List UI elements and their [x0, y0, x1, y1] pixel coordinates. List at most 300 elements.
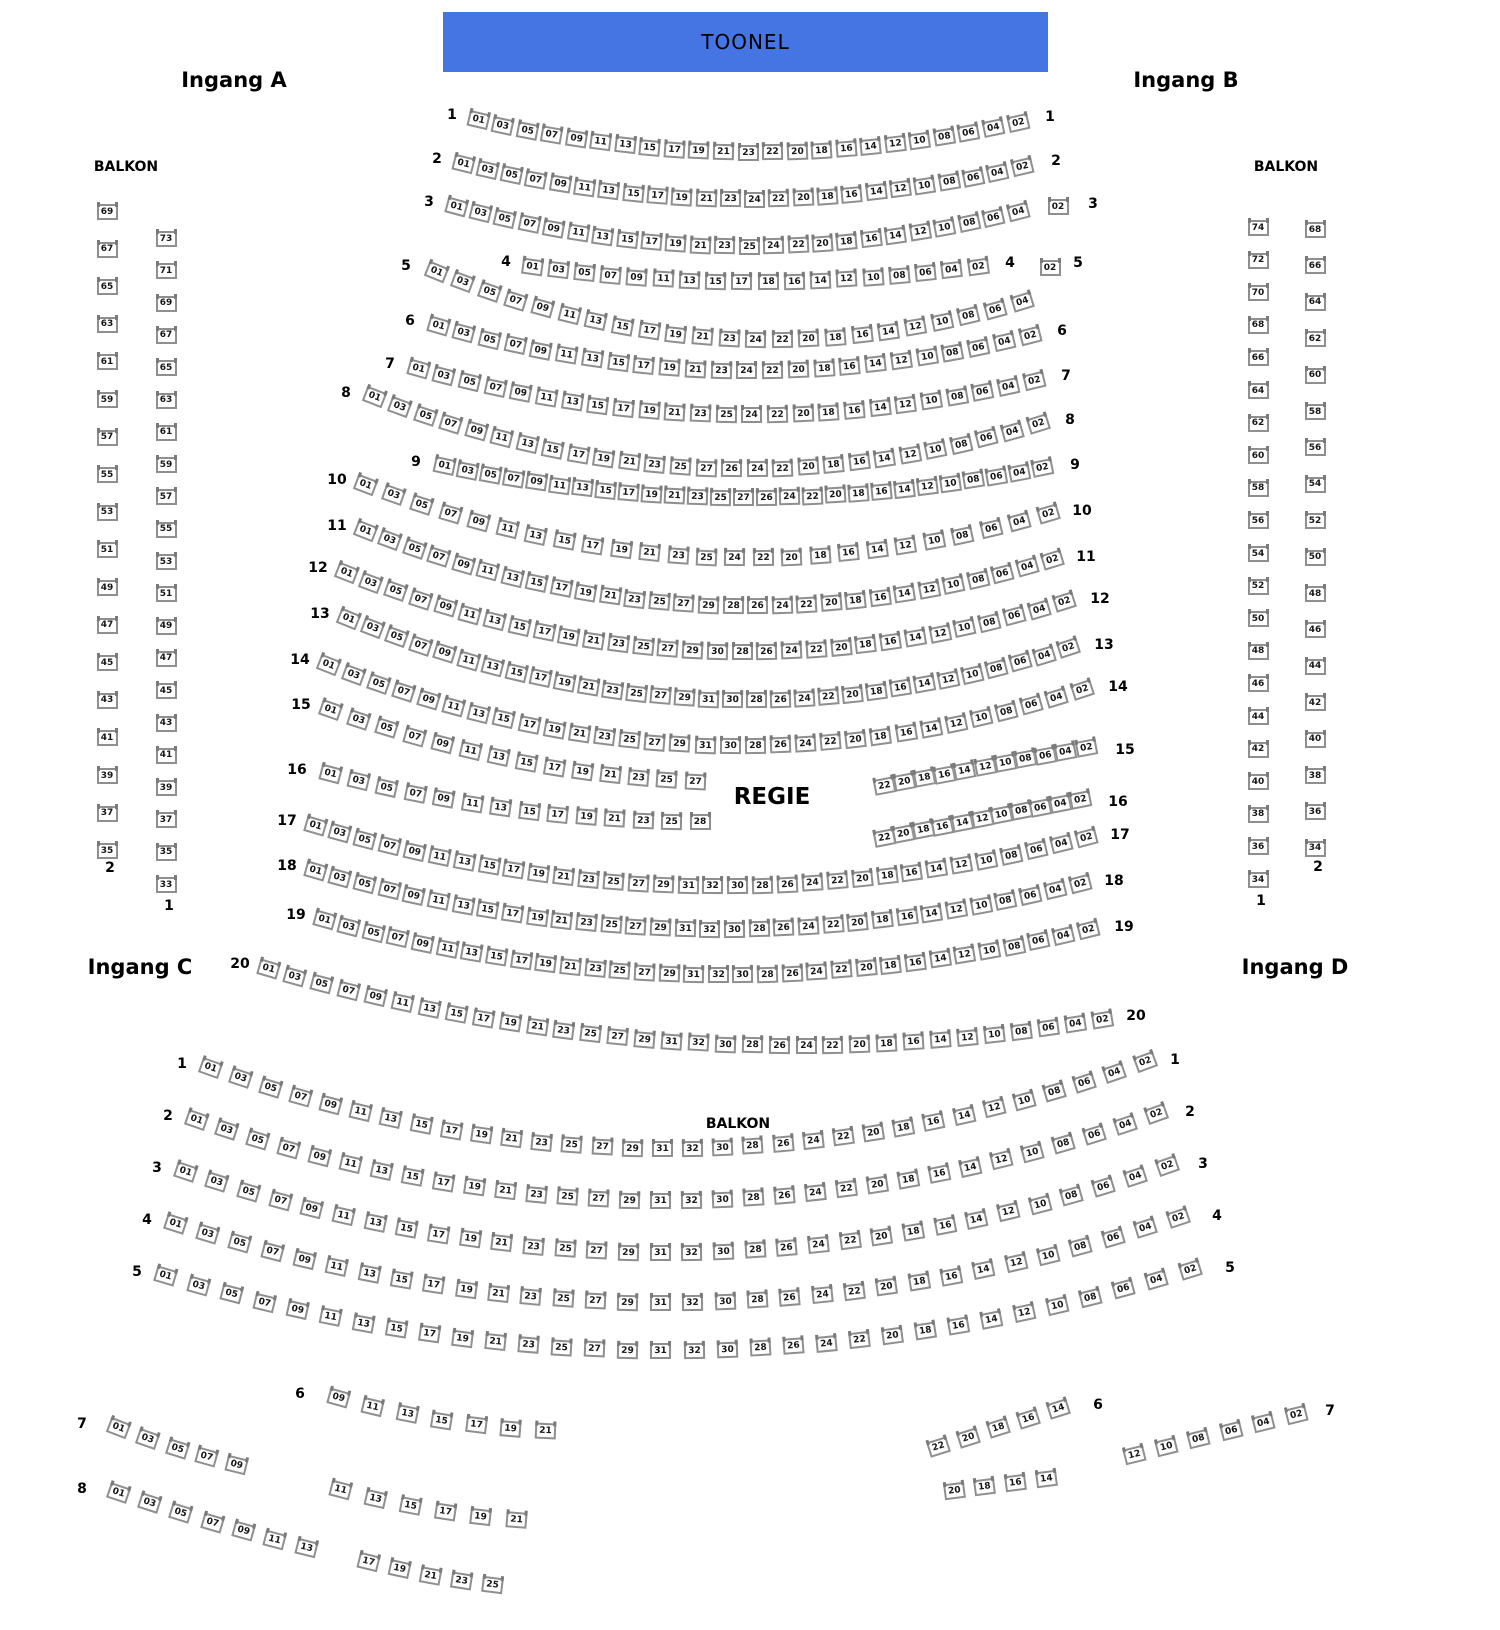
seat-20[interactable]: 20 [797, 458, 819, 475]
seat-28[interactable]: 28 [745, 692, 766, 708]
seat-24[interactable]: 24 [771, 598, 793, 615]
seat-16[interactable]: 16 [894, 723, 917, 742]
seat-16[interactable]: 16 [1004, 1474, 1027, 1493]
seat-73[interactable]: 73 [156, 231, 177, 247]
seat-26[interactable]: 26 [782, 1338, 804, 1356]
seat-31[interactable]: 31 [674, 921, 695, 938]
seat-46[interactable]: 46 [1305, 622, 1326, 638]
seat-16[interactable]: 16 [903, 1033, 925, 1050]
seat-04[interactable]: 04 [1049, 834, 1073, 855]
seat-20[interactable]: 20 [892, 772, 916, 792]
seat-09[interactable]: 09 [549, 174, 572, 193]
seat-18[interactable]: 18 [902, 1222, 925, 1241]
seat-04[interactable]: 04 [1145, 1269, 1170, 1290]
seat-21[interactable]: 21 [550, 912, 573, 930]
seat-63[interactable]: 63 [156, 393, 177, 409]
seat-03[interactable]: 03 [431, 366, 455, 387]
seat-30[interactable]: 30 [732, 967, 753, 983]
seat-03[interactable]: 03 [346, 709, 371, 731]
seat-12[interactable]: 12 [953, 946, 976, 965]
seat-08[interactable]: 08 [1009, 802, 1033, 822]
seat-19[interactable]: 19 [664, 325, 687, 343]
seat-13[interactable]: 13 [452, 852, 476, 872]
seat-13[interactable]: 13 [597, 182, 620, 200]
seat-08[interactable]: 08 [941, 343, 965, 363]
seat-15[interactable]: 15 [594, 482, 616, 500]
seat-11[interactable]: 11 [555, 346, 578, 365]
seat-05[interactable]: 05 [573, 264, 596, 282]
seat-09[interactable]: 09 [231, 1521, 256, 1542]
seat-02[interactable]: 02 [1068, 790, 1092, 810]
seat-31[interactable]: 31 [650, 1193, 671, 1209]
seat-02[interactable]: 02 [1132, 1051, 1157, 1073]
seat-23[interactable]: 23 [593, 728, 616, 747]
seat-03[interactable]: 03 [186, 1275, 211, 1296]
seat-23[interactable]: 23 [714, 238, 735, 254]
seat-12[interactable]: 12 [982, 1098, 1006, 1119]
seat-04[interactable]: 04 [1251, 1413, 1275, 1434]
seat-16[interactable]: 16 [947, 1316, 970, 1335]
seat-50[interactable]: 50 [1248, 611, 1269, 627]
seat-66[interactable]: 66 [1248, 350, 1269, 366]
seat-05[interactable]: 05 [219, 1284, 243, 1305]
seat-39[interactable]: 39 [156, 780, 177, 796]
seat-28[interactable]: 28 [742, 1138, 764, 1155]
seat-27[interactable]: 27 [607, 1028, 629, 1046]
seat-09[interactable]: 09 [565, 130, 588, 149]
seat-14[interactable]: 14 [859, 138, 881, 156]
seat-04[interactable]: 04 [1015, 557, 1040, 578]
seat-45[interactable]: 45 [156, 683, 177, 699]
seat-17[interactable]: 17 [356, 1552, 380, 1573]
seat-19[interactable]: 19 [527, 865, 550, 884]
seat-17[interactable]: 17 [638, 322, 661, 341]
seat-60[interactable]: 60 [1248, 448, 1269, 464]
seat-31[interactable]: 31 [694, 737, 716, 754]
seat-22[interactable]: 22 [768, 191, 789, 208]
seat-20[interactable]: 20 [786, 143, 808, 160]
seat-10[interactable]: 10 [1036, 1245, 1060, 1266]
seat-25[interactable]: 25 [602, 873, 624, 891]
seat-29[interactable]: 29 [669, 736, 691, 753]
seat-30[interactable]: 30 [715, 1036, 737, 1053]
seat-24[interactable]: 24 [724, 550, 745, 566]
seat-04[interactable]: 04 [1027, 599, 1052, 620]
seat-25[interactable]: 25 [554, 1241, 576, 1258]
seat-25[interactable]: 25 [648, 593, 670, 611]
seat-19[interactable]: 19 [459, 1230, 482, 1249]
seat-19[interactable]: 19 [499, 1014, 522, 1033]
seat-18[interactable]: 18 [879, 957, 902, 975]
seat-09[interactable]: 09 [509, 383, 533, 403]
seat-27[interactable]: 27 [625, 918, 647, 935]
seat-08[interactable]: 08 [1010, 1023, 1033, 1041]
seat-30[interactable]: 30 [716, 1342, 738, 1359]
seat-05[interactable]: 05 [493, 209, 517, 229]
seat-07[interactable]: 07 [504, 290, 529, 311]
seat-38[interactable]: 38 [1248, 807, 1269, 823]
seat-05[interactable]: 05 [236, 1181, 261, 1202]
seat-12[interactable]: 12 [836, 271, 858, 288]
seat-03[interactable]: 03 [336, 916, 360, 937]
seat-45[interactable]: 45 [97, 655, 118, 671]
seat-09[interactable]: 09 [433, 597, 458, 618]
seat-49[interactable]: 49 [97, 580, 118, 596]
seat-29[interactable]: 29 [698, 597, 720, 614]
seat-19[interactable]: 19 [469, 1507, 492, 1525]
seat-12[interactable]: 12 [916, 478, 939, 496]
seat-26[interactable]: 26 [781, 965, 803, 982]
seat-09[interactable]: 09 [451, 554, 476, 575]
seat-32[interactable]: 32 [699, 922, 720, 938]
seat-10[interactable]: 10 [1154, 1437, 1178, 1458]
seat-26[interactable]: 26 [721, 461, 742, 477]
seat-02[interactable]: 02 [1018, 326, 1042, 347]
seat-09[interactable]: 09 [542, 219, 566, 238]
seat-15[interactable]: 15 [409, 1116, 433, 1136]
seat-15[interactable]: 15 [705, 273, 726, 290]
seat-20[interactable]: 20 [870, 1228, 893, 1247]
seat-02[interactable]: 02 [1010, 157, 1034, 177]
seat-22[interactable]: 22 [830, 962, 852, 980]
seat-10[interactable]: 10 [960, 664, 984, 684]
seat-21[interactable]: 21 [494, 1182, 517, 1200]
seat-14[interactable]: 14 [810, 272, 832, 289]
seat-05[interactable]: 05 [409, 494, 434, 516]
seat-21[interactable]: 21 [684, 361, 706, 378]
seat-11[interactable]: 11 [427, 891, 451, 911]
seat-19[interactable]: 19 [542, 720, 565, 739]
seat-17[interactable]: 17 [510, 951, 533, 970]
seat-01[interactable]: 01 [406, 358, 431, 379]
seat-31[interactable]: 31 [683, 967, 704, 983]
seat-12[interactable]: 12 [936, 670, 960, 690]
seat-23[interactable]: 23 [577, 871, 599, 889]
seat-21[interactable]: 21 [487, 1285, 510, 1303]
seat-10[interactable]: 10 [969, 708, 993, 728]
seat-18[interactable]: 18 [809, 547, 831, 564]
seat-30[interactable]: 30 [727, 878, 748, 894]
seat-17[interactable]: 17 [546, 806, 568, 824]
seat-03[interactable]: 03 [387, 396, 412, 418]
seat-03[interactable]: 03 [452, 323, 476, 344]
seat-14[interactable]: 14 [884, 227, 907, 246]
seat-29[interactable]: 29 [634, 1031, 656, 1049]
seat-11[interactable]: 11 [262, 1530, 286, 1551]
seat-23[interactable]: 23 [575, 914, 597, 932]
seat-24[interactable]: 24 [778, 489, 799, 506]
seat-01[interactable]: 01 [303, 815, 328, 836]
seat-05[interactable]: 05 [413, 405, 438, 427]
seat-03[interactable]: 03 [381, 484, 406, 506]
seat-05[interactable]: 05 [375, 778, 399, 798]
seat-44[interactable]: 44 [1305, 659, 1326, 675]
seat-14[interactable]: 14 [1046, 1398, 1071, 1420]
seat-08[interactable]: 08 [951, 526, 975, 546]
seat-10[interactable]: 10 [990, 805, 1014, 825]
seat-24[interactable]: 24 [806, 964, 828, 981]
seat-11[interactable]: 11 [589, 133, 612, 152]
seat-15[interactable]: 15 [616, 231, 639, 249]
seat-72[interactable]: 72 [1248, 253, 1269, 269]
seat-43[interactable]: 43 [156, 716, 177, 732]
seat-22[interactable]: 22 [848, 1331, 871, 1349]
seat-12[interactable]: 12 [1004, 1253, 1028, 1273]
seat-11[interactable]: 11 [441, 696, 465, 717]
seat-10[interactable]: 10 [942, 575, 966, 595]
seat-25[interactable]: 25 [632, 638, 655, 656]
seat-11[interactable]: 11 [567, 224, 590, 243]
seat-03[interactable]: 03 [359, 617, 384, 639]
seat-12[interactable]: 12 [889, 180, 912, 199]
seat-41[interactable]: 41 [97, 730, 118, 746]
seat-07[interactable]: 07 [391, 681, 416, 703]
seat-40[interactable]: 40 [1248, 774, 1269, 790]
seat-15[interactable]: 15 [477, 857, 500, 876]
seat-18[interactable]: 18 [855, 636, 878, 654]
seat-29[interactable]: 29 [619, 1192, 640, 1209]
seat-21[interactable]: 21 [526, 1018, 549, 1037]
seat-01[interactable]: 01 [312, 909, 336, 930]
seat-11[interactable]: 11 [458, 741, 482, 761]
seat-21[interactable]: 21 [663, 488, 685, 505]
seat-07[interactable]: 07 [200, 1512, 225, 1533]
seat-15[interactable]: 15 [622, 185, 644, 203]
seat-23[interactable]: 23 [552, 1022, 575, 1041]
seat-29[interactable]: 29 [673, 690, 695, 707]
seat-21[interactable]: 21 [582, 631, 605, 650]
seat-14[interactable]: 14 [912, 675, 936, 694]
seat-17[interactable]: 17 [633, 357, 655, 375]
seat-10[interactable]: 10 [862, 269, 884, 286]
seat-28[interactable]: 28 [749, 1340, 771, 1357]
seat-28[interactable]: 28 [744, 1242, 766, 1259]
seat-01[interactable]: 01 [318, 764, 342, 785]
seat-10[interactable]: 10 [1028, 1194, 1052, 1215]
seat-04[interactable]: 04 [986, 162, 1010, 182]
seat-06[interactable]: 06 [982, 208, 1006, 228]
seat-25[interactable]: 25 [696, 549, 718, 566]
seat-11[interactable]: 11 [360, 1397, 384, 1417]
seat-27[interactable]: 27 [584, 1341, 606, 1358]
seat-13[interactable]: 13 [460, 943, 483, 962]
seat-09[interactable]: 09 [464, 421, 489, 442]
seat-08[interactable]: 08 [1051, 1133, 1076, 1154]
seat-21[interactable]: 21 [484, 1333, 507, 1351]
seat-16[interactable]: 16 [927, 1164, 951, 1184]
seat-07[interactable]: 07 [268, 1190, 292, 1211]
seat-26[interactable]: 26 [777, 876, 799, 893]
seat-01[interactable]: 01 [466, 110, 490, 130]
seat-10[interactable]: 10 [930, 312, 954, 332]
seat-15[interactable]: 15 [639, 139, 661, 157]
seat-15[interactable]: 15 [525, 573, 549, 593]
seat-26[interactable]: 26 [772, 1135, 794, 1153]
seat-32[interactable]: 32 [681, 1193, 702, 1209]
seat-07[interactable]: 07 [408, 589, 433, 611]
seat-26[interactable]: 26 [770, 737, 792, 754]
seat-15[interactable]: 15 [476, 901, 499, 920]
seat-11[interactable]: 11 [652, 271, 674, 288]
seat-04[interactable]: 04 [1007, 512, 1031, 533]
seat-10[interactable]: 10 [953, 618, 977, 638]
seat-02[interactable]: 02 [1143, 1103, 1168, 1125]
seat-31[interactable]: 31 [652, 1141, 673, 1157]
seat-17[interactable]: 17 [517, 715, 541, 735]
seat-18[interactable]: 18 [876, 867, 899, 885]
seat-18[interactable]: 18 [986, 1417, 1011, 1439]
seat-25[interactable]: 25 [481, 1576, 504, 1594]
seat-15[interactable]: 15 [607, 354, 630, 372]
seat-28[interactable]: 28 [742, 1190, 764, 1207]
seat-14[interactable]: 14 [866, 541, 889, 560]
seat-28[interactable]: 28 [757, 966, 778, 983]
seat-11[interactable]: 11 [318, 1307, 342, 1327]
seat-17[interactable]: 17 [543, 758, 566, 777]
seat-22[interactable]: 22 [762, 363, 783, 379]
seat-13[interactable]: 13 [294, 1538, 318, 1559]
seat-28[interactable]: 28 [746, 1292, 768, 1309]
seat-23[interactable]: 23 [710, 362, 731, 379]
seat-64[interactable]: 64 [1248, 383, 1269, 399]
seat-10[interactable]: 10 [924, 440, 948, 460]
seat-19[interactable]: 19 [557, 627, 580, 646]
seat-68[interactable]: 68 [1305, 222, 1326, 238]
seat-07[interactable]: 07 [378, 836, 402, 856]
seat-14[interactable]: 14 [864, 355, 887, 373]
seat-01[interactable]: 01 [444, 197, 468, 218]
seat-06[interactable]: 06 [1002, 606, 1026, 627]
seat-39[interactable]: 39 [97, 768, 118, 784]
seat-07[interactable]: 07 [438, 503, 463, 524]
seat-26[interactable]: 26 [776, 1239, 798, 1257]
seat-32[interactable]: 32 [681, 1245, 702, 1261]
seat-31[interactable]: 31 [650, 1245, 671, 1261]
seat-05[interactable]: 05 [478, 465, 501, 484]
seat-25[interactable]: 25 [557, 1189, 579, 1206]
seat-29[interactable]: 29 [658, 966, 680, 983]
seat-47[interactable]: 47 [156, 651, 177, 667]
seat-06[interactable]: 06 [914, 264, 937, 282]
seat-24[interactable]: 24 [793, 690, 815, 707]
seat-29[interactable]: 29 [617, 1294, 638, 1311]
seat-05[interactable]: 05 [258, 1077, 283, 1098]
seat-13[interactable]: 13 [467, 703, 491, 724]
seat-31[interactable]: 31 [677, 877, 698, 894]
seat-09[interactable]: 09 [224, 1455, 248, 1476]
seat-25[interactable]: 25 [561, 1137, 583, 1155]
seat-04[interactable]: 04 [1054, 742, 1078, 762]
seat-13[interactable]: 13 [571, 479, 594, 497]
seat-69[interactable]: 69 [156, 296, 177, 312]
seat-06[interactable]: 06 [1019, 695, 1044, 716]
seat-44[interactable]: 44 [1248, 709, 1269, 725]
seat-19[interactable]: 19 [387, 1559, 411, 1579]
seat-11[interactable]: 11 [495, 519, 519, 539]
seat-18[interactable]: 18 [817, 188, 839, 205]
seat-12[interactable]: 12 [950, 856, 973, 875]
seat-14[interactable]: 14 [953, 761, 977, 781]
seat-01[interactable]: 01 [315, 654, 340, 677]
seat-03[interactable]: 03 [341, 663, 366, 685]
seat-23[interactable]: 23 [628, 769, 650, 787]
seat-12[interactable]: 12 [928, 624, 952, 644]
seat-05[interactable]: 05 [246, 1129, 271, 1150]
seat-07[interactable]: 07 [337, 980, 361, 1001]
seat-09[interactable]: 09 [529, 341, 553, 361]
seat-02[interactable]: 02 [1036, 503, 1061, 524]
seat-01[interactable]: 01 [106, 1482, 131, 1504]
seat-18[interactable]: 18 [824, 329, 846, 347]
seat-07[interactable]: 07 [483, 378, 507, 398]
seat-70[interactable]: 70 [1248, 285, 1269, 301]
seat-09[interactable]: 09 [285, 1300, 309, 1320]
seat-65[interactable]: 65 [156, 360, 177, 376]
seat-16[interactable]: 16 [835, 140, 857, 158]
seat-14[interactable]: 14 [951, 813, 975, 833]
seat-30[interactable]: 30 [707, 644, 728, 661]
seat-10[interactable]: 10 [938, 474, 961, 493]
seat-01[interactable]: 01 [432, 456, 456, 476]
seat-16[interactable]: 16 [933, 765, 957, 785]
seat-71[interactable]: 71 [156, 263, 177, 279]
seat-29[interactable]: 29 [617, 1342, 638, 1359]
seat-08[interactable]: 08 [1042, 1081, 1067, 1102]
seat-10[interactable]: 10 [1046, 1296, 1070, 1316]
seat-08[interactable]: 08 [984, 659, 1008, 680]
seat-04[interactable]: 04 [1051, 926, 1075, 946]
seat-23[interactable]: 23 [522, 1238, 544, 1256]
seat-06[interactable]: 06 [1008, 652, 1033, 673]
seat-16[interactable]: 16 [879, 632, 902, 651]
seat-16[interactable]: 16 [896, 908, 919, 927]
seat-01[interactable]: 01 [256, 958, 281, 979]
seat-03[interactable]: 03 [547, 261, 570, 279]
seat-16[interactable]: 16 [1016, 1408, 1041, 1430]
seat-32[interactable]: 32 [708, 967, 729, 983]
seat-22[interactable]: 22 [832, 1128, 855, 1147]
seat-09[interactable]: 09 [364, 987, 388, 1007]
seat-06[interactable]: 06 [975, 428, 999, 449]
seat-19[interactable]: 19 [499, 1420, 521, 1438]
seat-20[interactable]: 20 [855, 959, 877, 977]
seat-11[interactable]: 11 [573, 178, 596, 197]
seat-31[interactable]: 31 [661, 1033, 683, 1050]
seat-14[interactable]: 14 [865, 183, 888, 201]
seat-30[interactable]: 30 [713, 1244, 735, 1261]
seat-01[interactable]: 01 [333, 562, 358, 585]
seat-06[interactable]: 06 [984, 467, 1007, 486]
seat-05[interactable]: 05 [383, 626, 408, 648]
seat-13[interactable]: 13 [581, 350, 604, 369]
seat-24[interactable]: 24 [802, 1132, 825, 1150]
seat-42[interactable]: 42 [1248, 742, 1269, 758]
seat-08[interactable]: 08 [957, 306, 981, 326]
seat-11[interactable]: 11 [458, 604, 482, 625]
seat-20[interactable]: 20 [792, 406, 814, 423]
seat-09[interactable]: 09 [326, 1387, 350, 1408]
seat-07[interactable]: 07 [426, 546, 451, 568]
seat-07[interactable]: 07 [277, 1138, 301, 1159]
seat-62[interactable]: 62 [1248, 416, 1269, 432]
seat-22[interactable]: 22 [796, 596, 818, 613]
seat-29[interactable]: 29 [618, 1244, 639, 1261]
seat-03[interactable]: 03 [195, 1223, 220, 1244]
seat-11[interactable]: 11 [339, 1154, 363, 1174]
seat-17[interactable]: 17 [501, 905, 524, 924]
seat-11[interactable]: 11 [331, 1206, 355, 1226]
seat-15[interactable]: 15 [399, 1496, 423, 1516]
